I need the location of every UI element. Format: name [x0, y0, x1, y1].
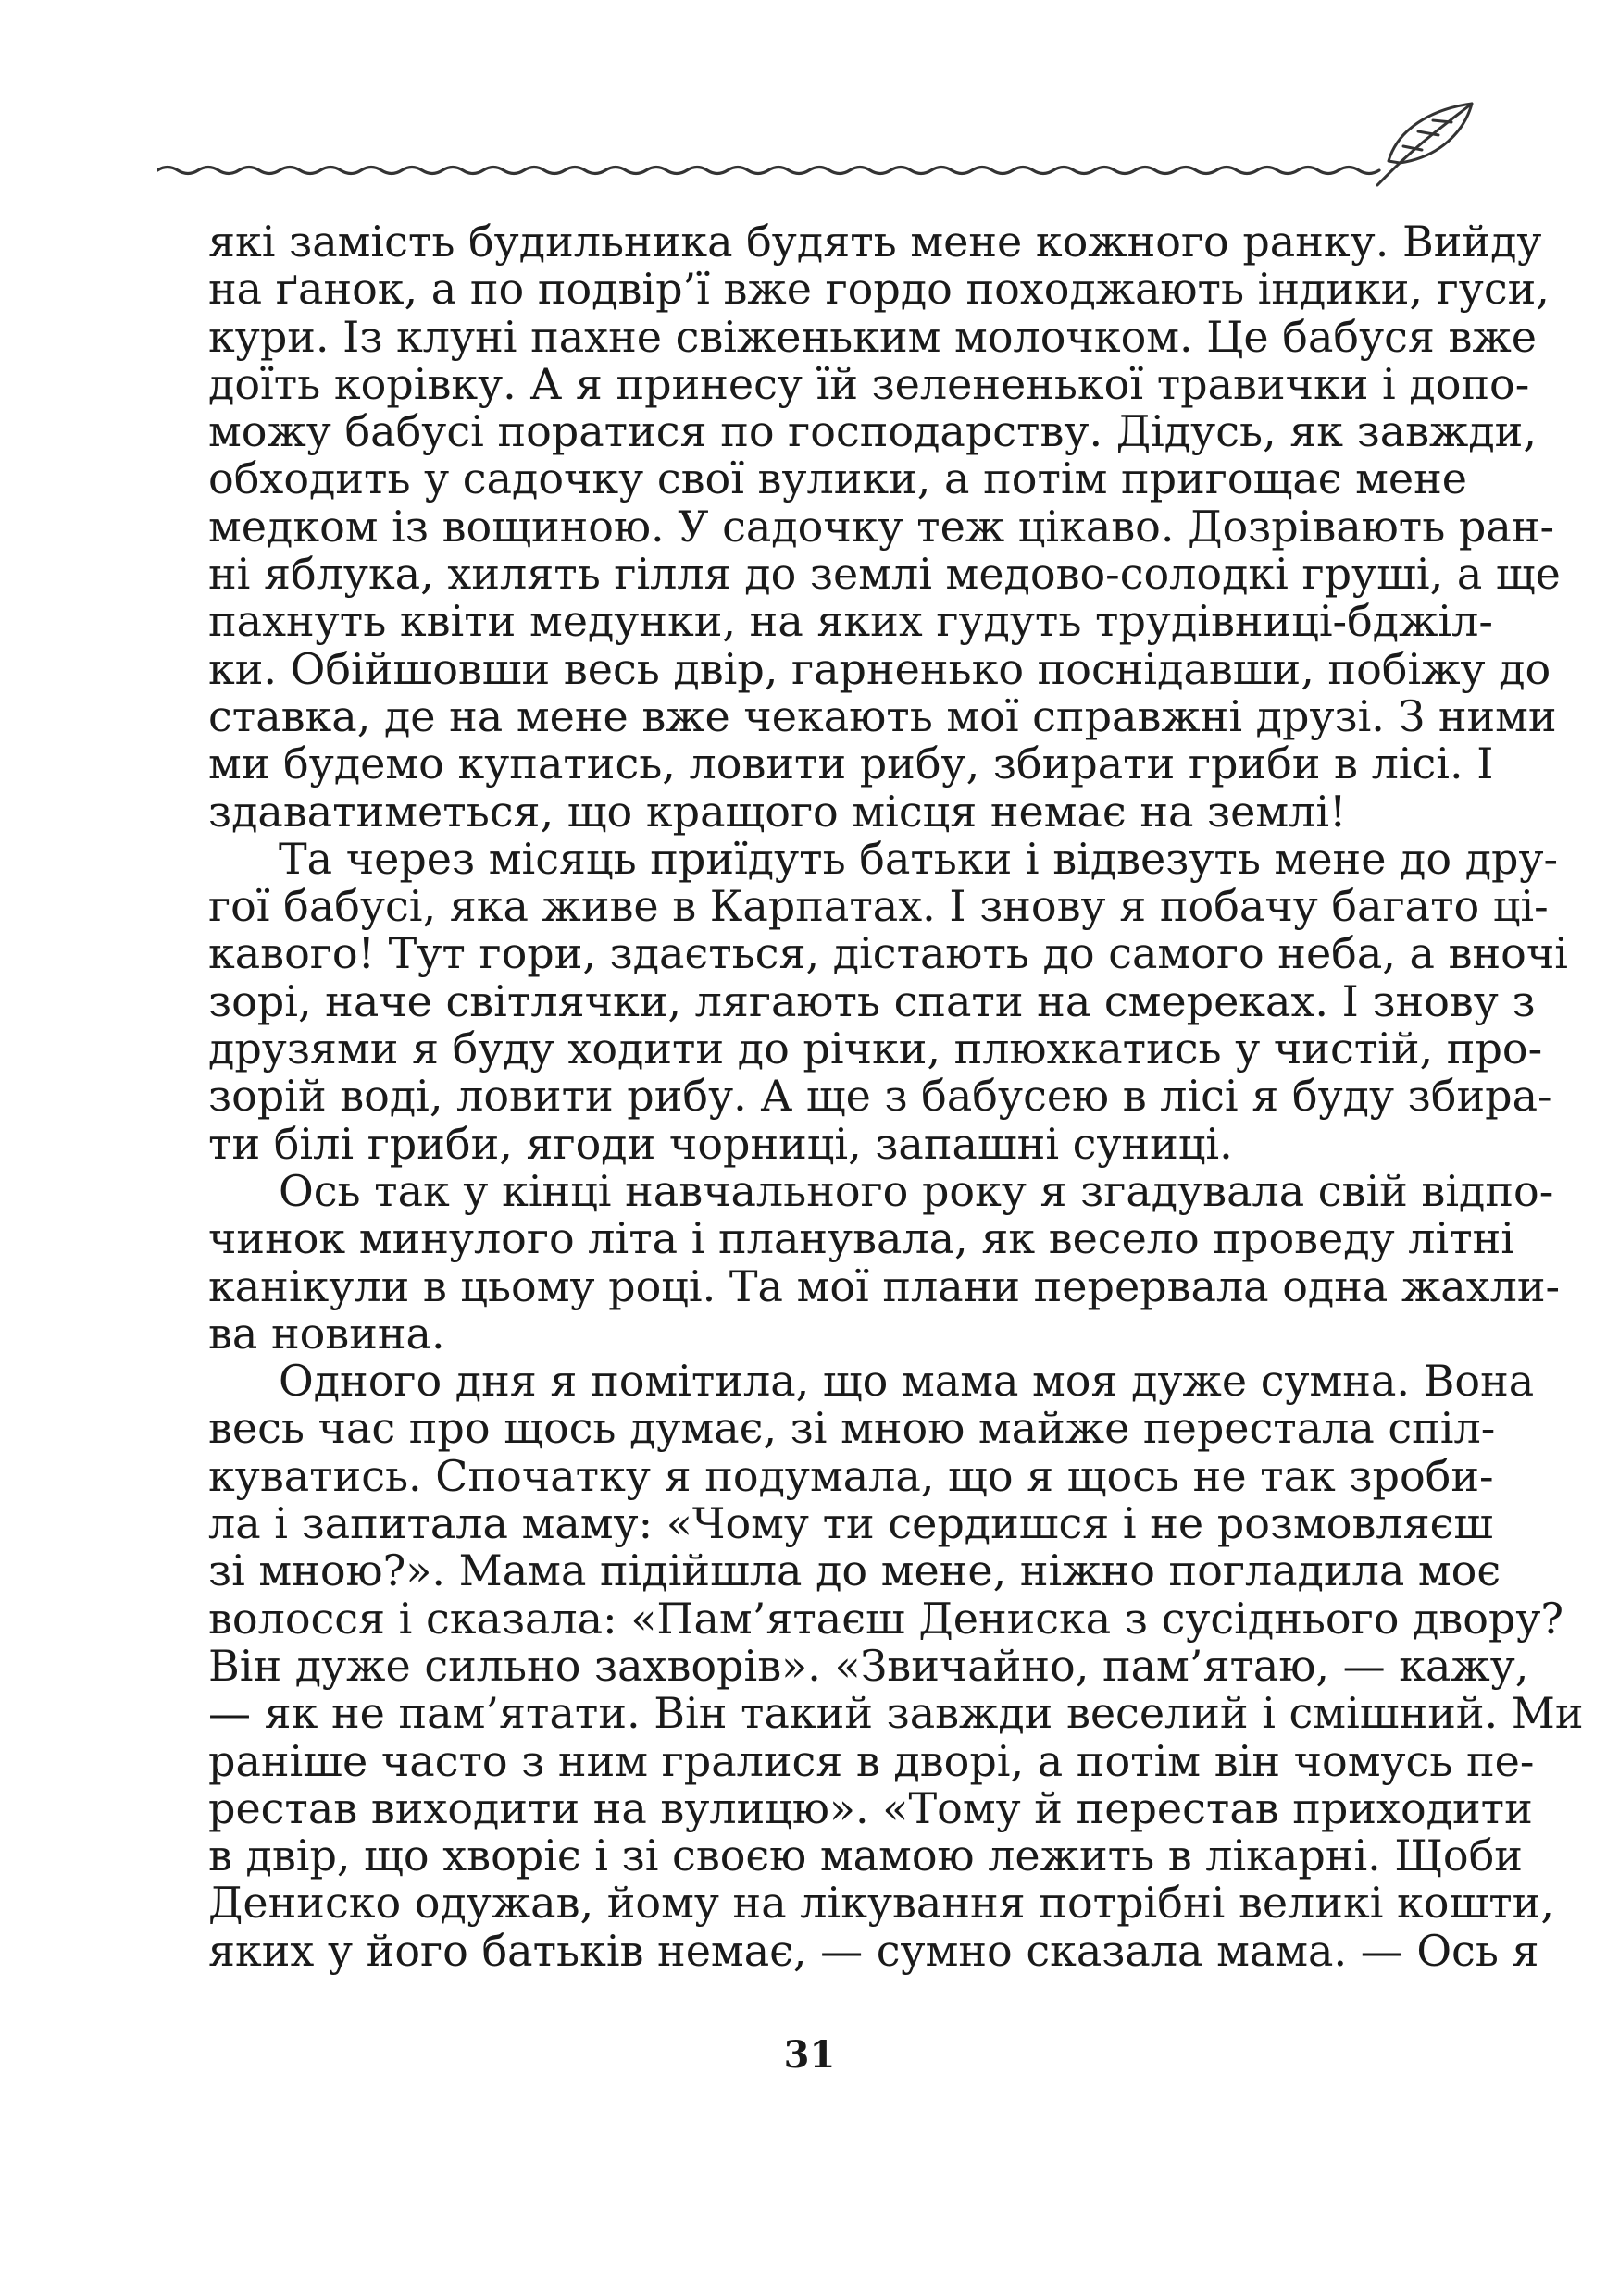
text-line: кури. Із клуні пахне свіженьким молочком. Це бабуся вже — [208, 311, 1537, 362]
text-line: друзями я буду ходити до річки, плюхкатись у чистій, про- — [208, 1024, 1543, 1074]
feather-quill-icon — [1377, 104, 1472, 185]
text-line: ти білі гриби, ягоди чорниці, запашні суниці. — [208, 1118, 1233, 1169]
text-line: кавого! Тут гори, здається, дістають до самого неба, а вночі — [208, 928, 1568, 979]
text-line: чинок минулого літа і планувала, як весело проведу літні — [208, 1213, 1515, 1264]
text-line: гої бабусі, яка живе в Карпатах. І знову я побачу багато ці- — [208, 881, 1549, 932]
text-line: медком із вощиною. У садочку теж цікаво. Дозрівають ран- — [208, 501, 1554, 552]
text-line: канікули в цьому році. Та мої плани перервала одна жахли- — [208, 1260, 1561, 1311]
text-line: Та через місяць приїдуть батьки і відвезуть мене до дру- — [279, 833, 1559, 884]
text-line: Він дуже сильно захворів». «Звичайно, пам’ятаю, — кажу, — [208, 1640, 1529, 1691]
text-line: волосся і сказала: «Пам’ятаєш Дениска з сусіднього двору? — [208, 1593, 1564, 1644]
text-line: куватись. Спочатку я подумала, що я щось не так зроби- — [208, 1450, 1494, 1501]
text-line: ва новина. — [208, 1308, 445, 1359]
text-line: здаватиметься, що кращого місця немає на землі! — [208, 786, 1347, 837]
text-line: зі мною?». Мама підійшла до мене, ніжно погладила моє — [208, 1545, 1501, 1596]
text-line: на ґанок, а по подвір’ї вже гордо походжають індики, гуси, — [208, 264, 1550, 315]
text-line: які замість будильника будять мене кожного ранку. Вийду — [208, 217, 1542, 267]
text-line: зорій воді, ловити рибу. А ще з бабусею в лісі я буду збира- — [208, 1071, 1552, 1122]
text-line: Дениско одужав, йому на лікування потрібні великі кошти, — [208, 1878, 1554, 1929]
text-line: в двір, що хворіє і зі своєю мамою лежить в лікарні. Щоби — [208, 1831, 1523, 1881]
text-line: Одного дня я помітила, що мама моя дуже сумна. Вона — [279, 1356, 1535, 1407]
text-line: обходить у садочку свої вулики, а потім пригощає мене — [208, 453, 1468, 504]
text-line: можу бабусі поратися по господарству. Дідусь, як завжди, — [208, 406, 1537, 457]
wave-line — [157, 168, 1379, 174]
text-line: Ось так у кінці навчального року я згадувала свій відпо- — [279, 1165, 1554, 1216]
text-line: ні яблука, хилять гілля до землі медово-солодкі груші, а ще — [208, 549, 1561, 600]
text-line: раніше часто з ним гралися в дворі, а потім він чомусь пе- — [208, 1735, 1535, 1786]
text-line: рестав виходити на вулицю». «Тому й перестав приходити — [208, 1782, 1533, 1833]
body-text — [208, 217, 1584, 1976]
text-line: ми будемо купатись, ловити рибу, збирати гриби в лісі. І — [208, 738, 1494, 789]
text-line: пахнуть квіти медунки, на яких гудуть трудівниці-бджіл- — [208, 596, 1493, 647]
header-wave-ornament — [157, 93, 1490, 194]
text-line: весь час про щось думає, зі мною майже перестала спіл- — [208, 1403, 1496, 1454]
text-line: ки. Обійшовши весь двір, гарненько поснідавши, побіжу до — [208, 643, 1551, 694]
page-number: 31 — [783, 2033, 836, 2077]
text-line: зорі, наче світлячки, лягають спати на смереках. І знову з — [208, 975, 1536, 1026]
text-line: доїть корівку. А я принесу їй зелененької травички і допо- — [208, 358, 1530, 409]
text-line: ставка, де на мене вже чекають мої справжні друзі. З ними — [208, 690, 1557, 741]
text-line: ла і запитала маму: «Чому ти сердишся і не розмовляєш — [208, 1498, 1494, 1549]
text-line: — як не пам’ятати. Він такий завжди веселий і смішний. Ми — [208, 1688, 1584, 1739]
text-line: яких у його батьків немає, — сумно сказала мама. — Ось я — [208, 1925, 1539, 1976]
